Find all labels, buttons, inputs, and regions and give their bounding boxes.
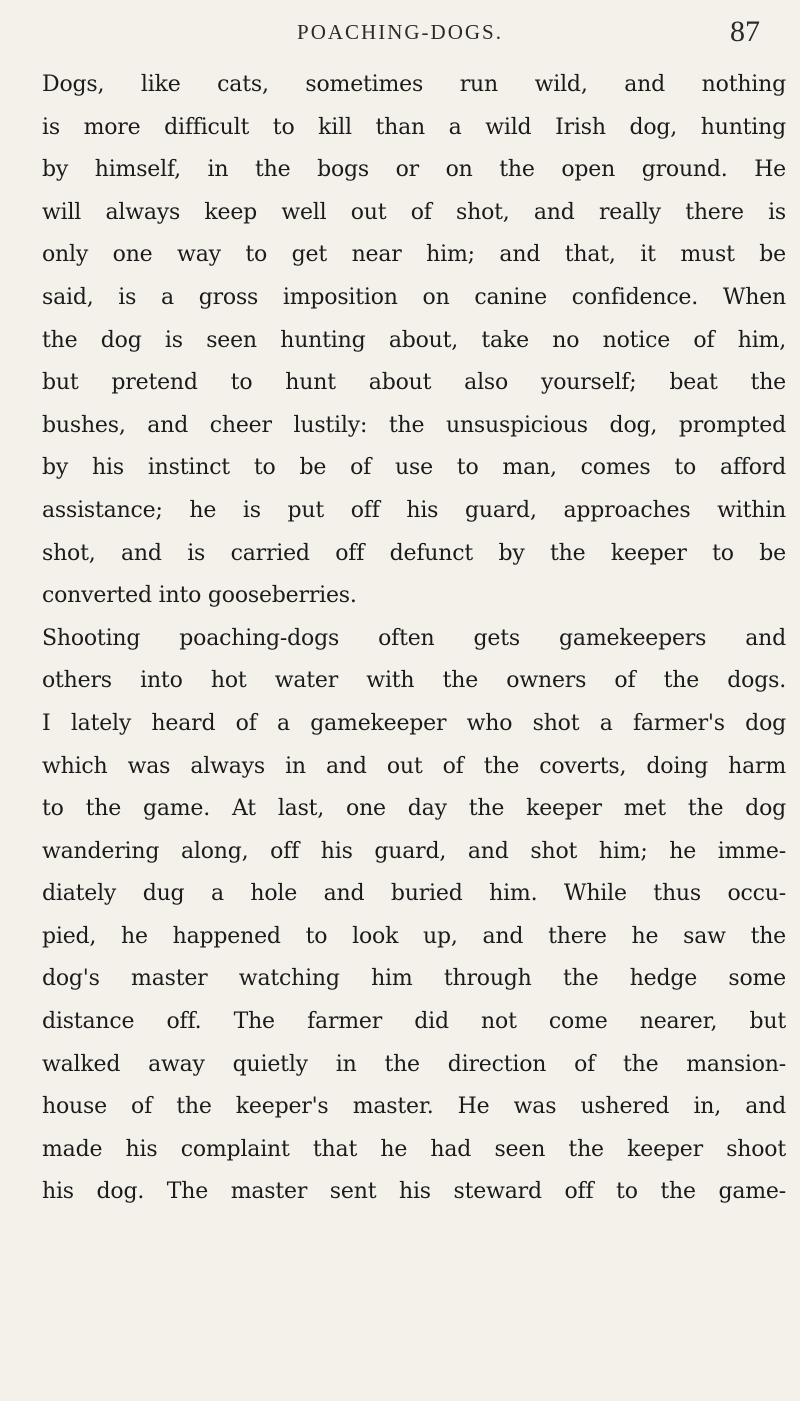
text-line: by himself, in the bogs or on the open ground. He	[42, 157, 786, 183]
text-line: converted into gooseberries.	[42, 583, 357, 609]
text-line: distance off. The farmer did not come nearer, but	[42, 1009, 786, 1035]
text-line: I lately heard of a gamekeeper who shot a farmer's dog	[42, 710, 786, 736]
text-line: Shooting poaching-dogs often gets gamekeepers and	[42, 625, 786, 651]
text-line: said, is a gross imposition on canine confidence. When	[42, 284, 786, 310]
text-line: is more difficult to kill than a wild Irish dog, hunting	[42, 114, 786, 140]
text-line: diately dug a hole and buried him. While thus occu-	[42, 881, 786, 907]
text-line: but pretend to hunt about also yourself; beat the	[42, 370, 786, 396]
text-line: by his instinct to be of use to man, comes to afford	[42, 455, 786, 481]
text-line: assistance; he is put off his guard, approaches within	[42, 497, 786, 523]
text-line: will always keep well out of shot, and really there is	[42, 199, 786, 225]
text-line: shot, and is carried off defunct by the keeper to be	[42, 540, 786, 566]
page-number: 87	[730, 15, 760, 48]
text-line: pied, he happened to look up, and there he saw the	[42, 923, 786, 949]
text-line: to the game. At last, one day the keeper met the dog	[42, 796, 786, 822]
text-line: Dogs, like cats, sometimes run wild, and nothing	[42, 72, 786, 97]
running-title: POACHING-DOGS.	[297, 20, 503, 44]
text-line: bushes, and cheer lustily: the unsuspicious dog, prompted	[42, 412, 786, 438]
text-line: walked away quietly in the direction of the mansion-	[42, 1051, 786, 1077]
running-head	[0, 12, 800, 52]
text-line: only one way to get near him; and that, it must be	[42, 242, 786, 268]
text-line: house of the keeper's master. He was ushered in, and	[42, 1094, 786, 1120]
text-line: the dog is seen hunting about, take no notice of him,	[42, 327, 786, 353]
text-line: which was always in and out of the coverts, doing harm	[42, 753, 786, 779]
text-line: others into hot water with the owners of the dogs.	[42, 668, 786, 694]
text-line: dog's master watching him through the hedge some	[42, 966, 786, 992]
body-text	[42, 64, 786, 1214]
text-line: his dog. The master sent his steward off to the game-	[42, 1179, 786, 1205]
text-line: wandering along, off his guard, and shot him; he imme-	[42, 838, 786, 864]
text-line: made his complaint that he had seen the keeper shoot	[42, 1136, 786, 1162]
